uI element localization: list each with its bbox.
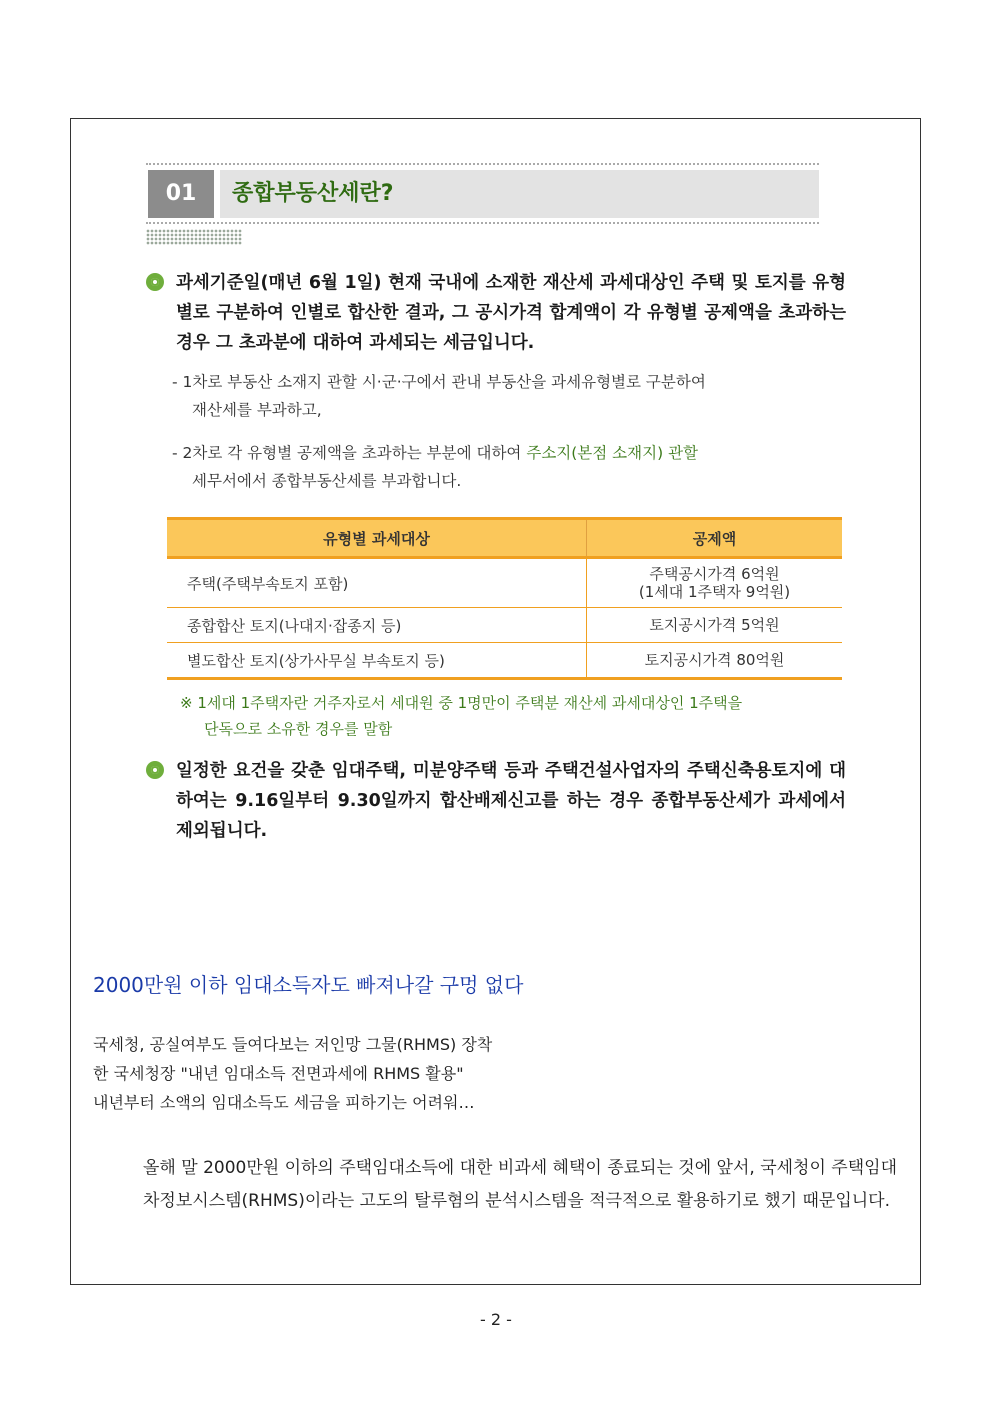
dash-item-2-line2: 세무서에서 종합부동산세를 부과합니다. [192,472,462,490]
footnote-line2: 단독으로 소유한 경우를 말함 [204,720,393,738]
green-bullet-icon [146,761,164,779]
table-cell-target: 종합합산 토지(나대지·잡종지 등) [167,608,587,643]
table-header-target: 유형별 과세대상 [167,519,587,558]
table-row [167,643,842,679]
footnote [180,690,846,742]
table-header-row [167,519,842,558]
table-cell-amount: 토지공시가격 5억원 [587,608,843,643]
bullet-paragraph-exclusion [146,756,846,846]
amount-main: 주택공시가격 6억원 [649,565,780,583]
news-subheadlines [93,1030,492,1117]
dash-item-1-line2: 재산세를 부과하고, [192,401,322,419]
header-bottom-rule [146,222,819,224]
news-headline: 2000만원 이하 임대소득자도 빠져나갈 구멍 없다 [93,973,524,997]
dash-item-2-prefix: - 2차로 각 유형별 공제액을 초과하는 부분에 대하여 [172,444,527,462]
table-header-amount: 공제액 [587,519,843,558]
dash-item-2-highlight: 주소지(본점 소재지) 관할 [526,444,699,462]
table-cell-amount [587,558,843,608]
news-body-paragraph: 올해 말 2000만원 이하의 주택임대소득에 대한 비과세 혜택이 종료되는 것에 앞서, 국세청이 주택임대차정보시스템(RHMS)이라는 고도의 탈루혐의 분석시스템을 적극적으로 활용하기로 했기 때문입니다. [143,1158,897,1211]
dot-pattern-decoration [146,229,242,245]
news-subheadline: 한 국세청장 "내년 임대소득 전면과세에 RHMS 활용" [93,1064,464,1083]
dash-item-2 [172,439,846,495]
bullet-paragraph-definition [146,268,846,358]
news-subheadline: 국세청, 공실여부도 들여다보는 저인망 그물(RHMS) 장착 [93,1035,493,1054]
dash-item-2-line1 [172,439,846,467]
header-top-rule [146,163,819,165]
green-bullet-icon [146,273,164,291]
section-title: 종합부동산세란? [220,170,819,218]
dash-item-1 [172,368,846,424]
table-cell-target: 주택(주택부속토지 포함) [167,558,587,608]
section-header [146,163,819,223]
page-number: - 2 - [480,1310,512,1329]
deduction-table [167,517,842,680]
table-cell-target: 별도합산 토지(상가사무실 부속토지 등) [167,643,587,679]
table-row [167,558,842,608]
exclusion-text: 일정한 요건을 갖춘 임대주택, 미분양주택 등과 주택건설사업자의 주택신축용토지에 대하여는 9.16일부터 9.30일까지 합산배제신고를 하는 경우 종합부동산세가 과세에서 제외됩니다. [176,761,846,841]
table-cell-amount: 토지공시가격 80억원 [587,643,843,679]
table-row [167,608,842,643]
news-subheadline: 내년부터 소액의 임대소득도 세금을 피하기는 어려워… [93,1093,475,1112]
section-number: 01 [148,170,214,218]
dash-item-1-line1: - 1차로 부동산 소재지 관할 시·군·구에서 관내 부동산을 과세유형별로 구분하여 [172,373,706,391]
definition-text: 과세기준일(매년 6월 1일) 현재 국내에 소재한 재산세 과세대상인 주택 및 토지를 유형별로 구분하여 인별로 합산한 결과, 그 공시가격 합계액이 각 유형별 공제액을 초과하는 경우 그 초과분에 대하여 과세되는 세금입니다. [176,273,846,353]
amount-note: (1세대 1주택자 9억원) [638,583,791,601]
footnote-line1: ※ 1세대 1주택자란 거주자로서 세대원 중 1명만이 주택분 재산세 과세대상인 1주택을 [180,694,743,712]
